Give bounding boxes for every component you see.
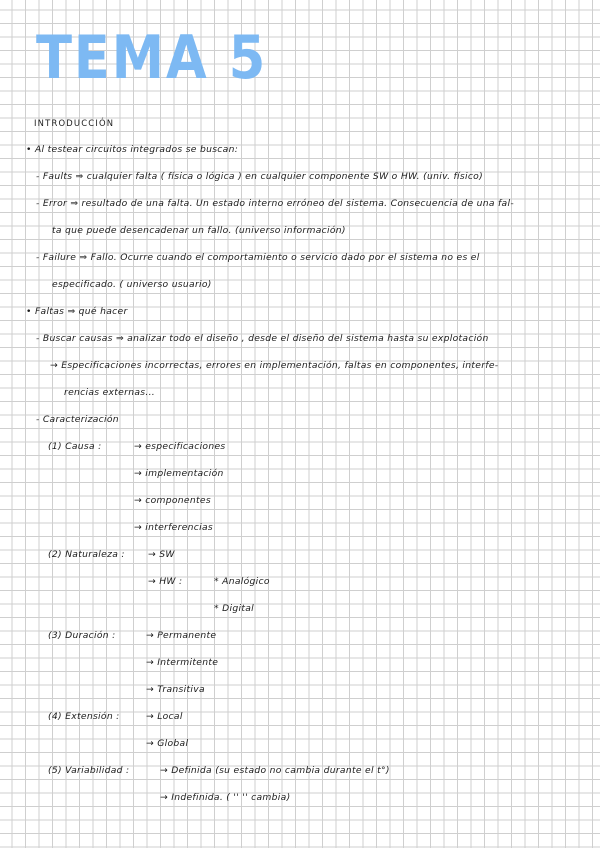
list-item-causas-detalle-continued: rencias externas... xyxy=(64,387,156,398)
option-item: → implementación xyxy=(134,468,224,479)
bullet-line: • Al testear circuitos integrados se buscan: xyxy=(26,144,239,155)
option-item: → especificaciones xyxy=(134,441,226,452)
category-label-naturaleza: (2) Naturaleza : xyxy=(48,549,125,560)
option-item: → interferencias xyxy=(134,522,213,533)
section-heading-introduccion: INTRODUCCIÓN xyxy=(34,118,115,128)
bullet-line: • Faltas ⇒ qué hacer xyxy=(26,306,128,317)
option-item: → componentes xyxy=(134,495,211,506)
list-item-caracterizacion: - Caracterización xyxy=(36,414,119,425)
definition-failure: - Failure ⇒ Fallo. Ocurre cuando el comportamiento o servicio dado por el sistema no es el xyxy=(36,252,480,263)
option-item: → Global xyxy=(146,738,189,749)
definition-failure-continued: especificado. ( universo usuario) xyxy=(52,279,212,290)
category-label-extension: (4) Extensión : xyxy=(48,711,120,722)
definition-error: - Error ⇒ resultado de una falta. Un estado interno erróneo del sistema. Consecuencia de una fal- xyxy=(36,198,514,209)
category-label-causa: (1) Causa : xyxy=(48,441,102,452)
category-label-duracion: (3) Duración : xyxy=(48,630,116,641)
list-item-causas-detalle: → Especificaciones incorrectas, errores en implementación, faltas en componentes, interfe- xyxy=(50,360,499,371)
option-item: → Intermitente xyxy=(146,657,219,668)
option-item: → SW xyxy=(148,549,175,560)
definition-error-continued: ta que puede desencadenar un fallo. (universo información) xyxy=(52,225,346,236)
category-label-variabilidad: (5) Variabilidad : xyxy=(48,765,130,776)
sub-option-item: * Digital xyxy=(214,603,255,614)
option-item: → Indefinida. ( '' '' cambia) xyxy=(160,792,291,803)
option-item: → HW : xyxy=(148,576,183,587)
definition-faults: - Faults ⇒ cualquier falta ( física o lógica ) en cualquier componente SW o HW. (univ. físico) xyxy=(36,171,483,182)
option-item: → Permanente xyxy=(146,630,217,641)
list-item-buscar-causas: - Buscar causas ⇒ analizar todo el diseño , desde el diseño del sistema hasta su explotación xyxy=(36,333,489,344)
sub-option-item: * Analógico xyxy=(214,576,270,587)
option-item: → Definida (su estado no cambia durante el t°) xyxy=(160,765,390,776)
option-item: → Transitiva xyxy=(146,684,205,695)
option-item: → Local xyxy=(146,711,183,722)
page-title: TEMA 5 xyxy=(36,23,268,93)
